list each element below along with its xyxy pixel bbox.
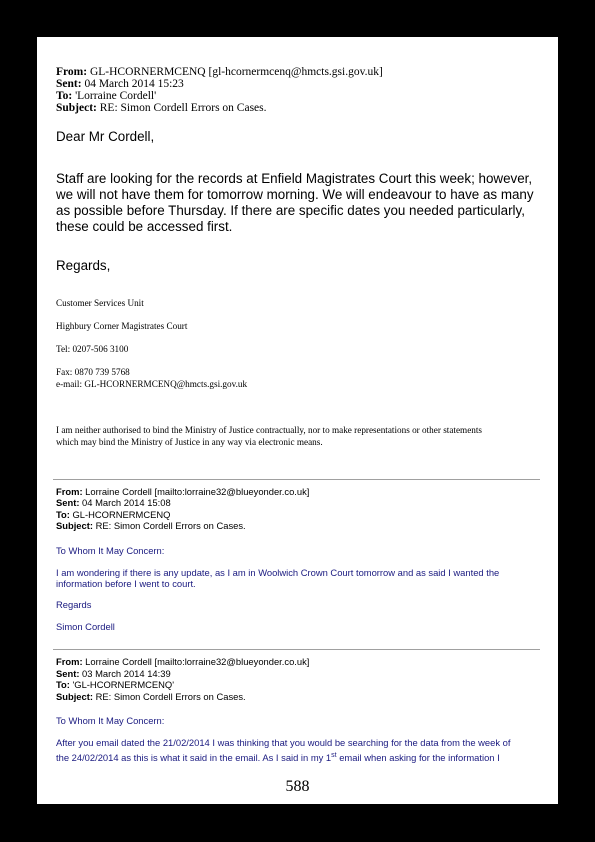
email3-from: From: Lorraine Cordell [mailto:lorraine32@blueyonder.co.uk] xyxy=(56,656,310,667)
email1-body xyxy=(56,171,546,235)
email1-sent: Sent: 04 March 2014 15:23 xyxy=(56,78,184,90)
document-page xyxy=(37,37,558,804)
email3-subject: Subject: RE: Simon Cordell Errors on Cases. xyxy=(56,691,246,702)
email2-to: To: GL-HCORNERMCENQ xyxy=(56,509,171,520)
body-line: we will not have them for tomorrow morning. We will endeavour to have as many xyxy=(56,187,534,202)
email2-body-line: I am wondering if there is any update, as I am in Woolwich Crown Court tomorrow and as said I wanted the xyxy=(56,567,500,578)
divider xyxy=(53,479,540,480)
divider xyxy=(53,649,540,650)
email3-to: To: 'GL-HCORNERMCENQ' xyxy=(56,679,174,690)
email1-regards: Regards, xyxy=(56,258,111,273)
email2-salutation: To Whom It May Concern: xyxy=(56,545,165,556)
page-number: 588 xyxy=(285,778,310,795)
signature-court: Highbury Corner Magistrates Court xyxy=(56,321,188,331)
email1-to: To: 'Lorraine Cordell' xyxy=(56,90,157,102)
email2-name: Simon Cordell xyxy=(56,621,115,632)
disclaimer-line: I am neither authorised to bind the Ministry of Justice contractually, nor to make representations or other statements xyxy=(56,425,482,435)
email3-body-line: After you email dated the 21/02/2014 I was thinking that you would be searching for the data from the week of xyxy=(56,737,511,748)
signature-email: e-mail: GL-HCORNERMCENQ@hmcts.gsi.gov.uk xyxy=(56,379,248,389)
email3-body-line: the 24/02/2014 as this is what it said in the email. As I said in my 1st email when asking for the information I xyxy=(56,752,500,764)
body-line: Staff are looking for the records at Enfield Magistrates Court this week; however, xyxy=(56,171,533,186)
email1-greeting: Dear Mr Cordell, xyxy=(56,129,155,144)
body-line: as possible before Thursday. If there are specific dates you needed particularly, xyxy=(56,203,525,218)
signature-unit: Customer Services Unit xyxy=(56,298,144,308)
email2-sent: Sent: 04 March 2014 15:08 xyxy=(56,497,171,508)
signature-fax: Fax: 0870 739 5768 xyxy=(56,367,130,377)
email2-regards: Regards xyxy=(56,599,92,610)
email2-body-line: information before I went to court. xyxy=(56,578,196,589)
email3-sent: Sent: 03 March 2014 14:39 xyxy=(56,668,171,679)
email3-salutation: To Whom It May Concern: xyxy=(56,715,165,726)
disclaimer-line: which may bind the Ministry of Justice in any way via electronic means. xyxy=(56,437,323,447)
email2-from: From: Lorraine Cordell [mailto:lorraine32@blueyonder.co.uk] xyxy=(56,486,310,497)
signature-tel: Tel: 0207-506 3100 xyxy=(56,344,129,354)
email2-subject: Subject: RE: Simon Cordell Errors on Cases. xyxy=(56,520,246,531)
body-line: these could be accessed first. xyxy=(56,219,233,234)
email1-subject: Subject: RE: Simon Cordell Errors on Cases. xyxy=(56,102,267,114)
email1-from: From: GL-HCORNERMCENQ [gl-hcornermcenq@hmcts.gsi.gov.uk] xyxy=(56,66,383,78)
